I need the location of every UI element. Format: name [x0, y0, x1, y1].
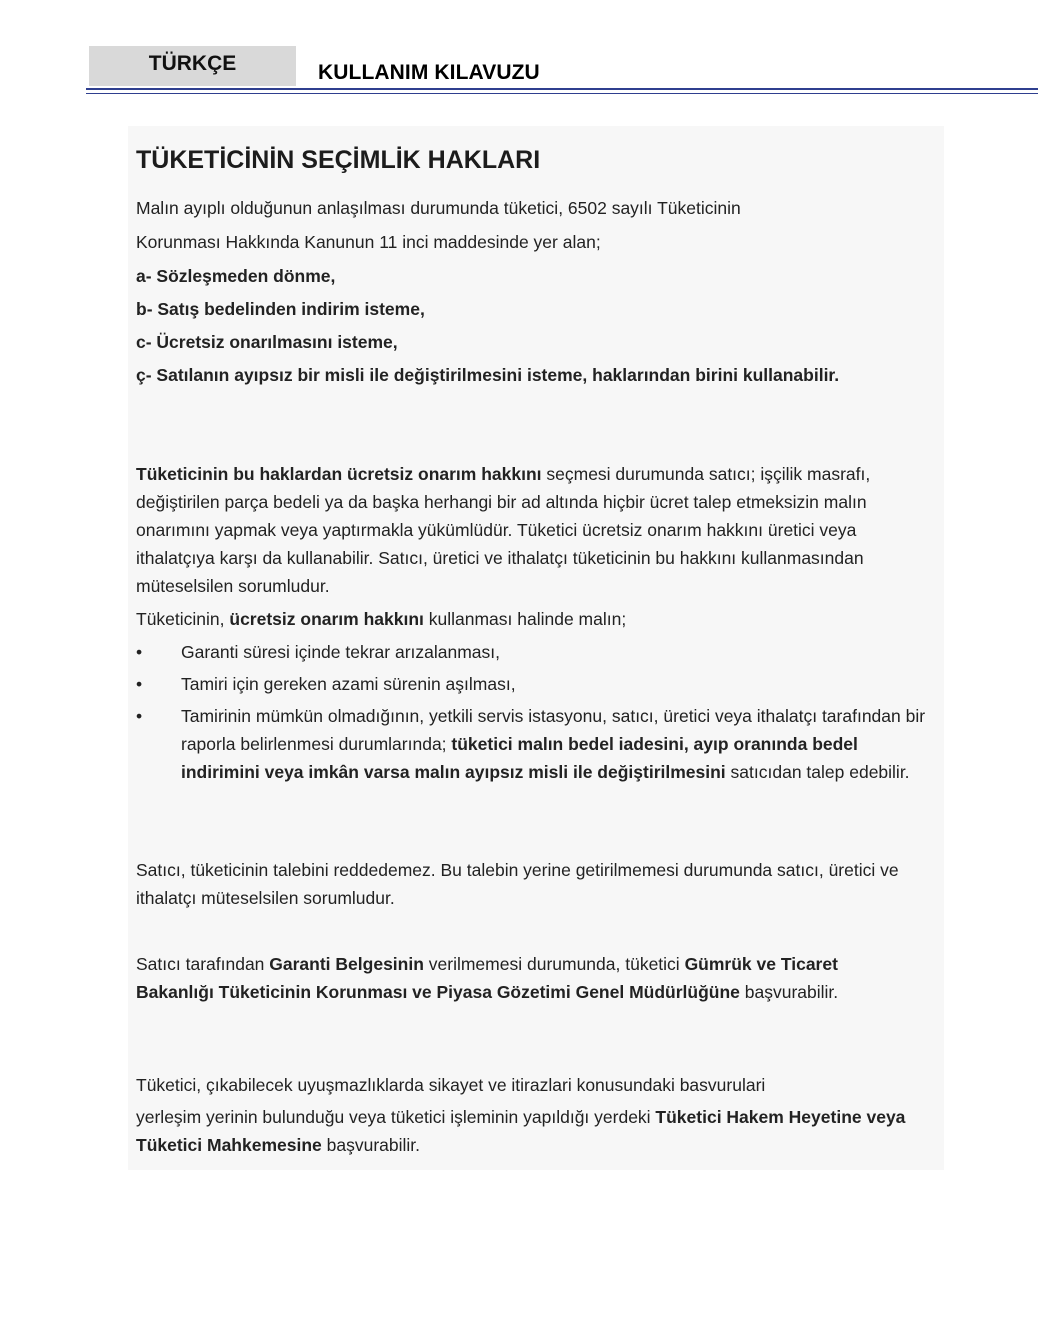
- section-title: TÜKETİCİNİN SEÇİMLİK HAKLARI: [136, 146, 541, 174]
- seller-paragraph: Satıcı, tüketicinin talebini reddedemez. Bu talebin yerine getirilmemesi durumunda satıcı, üretici ve ithalatçı müteselsilen sorumludur.: [136, 860, 899, 908]
- repair-bold-lead: Tüketicinin bu haklardan ücretsiz onarım hakkını: [136, 464, 542, 484]
- bullet-icon: •: [136, 706, 143, 726]
- right-a: a- Sözleşmeden dönme,: [136, 266, 336, 286]
- warranty-mid: verilmemesi durumunda, tüketici: [423, 954, 685, 974]
- intro-line-1: Malın ayıplı olduğunun anlaşılması durumunda tüketici, 6502 sayılı Tüketicinin: [136, 198, 741, 218]
- dispute-line-1: Tüketici, çıkabilecek uyuşmazlıklarda sikayet ve itirazlari konusundaki basvurulari: [136, 1075, 766, 1095]
- dispute-post: başvurabilir.: [321, 1135, 421, 1155]
- dispute-paragraph: [136, 1103, 921, 1159]
- bullet-icon: •: [136, 674, 143, 694]
- right-b: b- Satış bedelinden indirim isteme,: [136, 299, 425, 319]
- header-rule-thin: [86, 93, 1038, 94]
- list-item: [136, 638, 926, 666]
- bullet-text: Garanti süresi içinde tekrar arızalanması,: [181, 642, 501, 662]
- intro-line-2: Korunması Hakkında Kanunun 11 inci maddesinde yer alan;: [136, 232, 601, 252]
- conditions-post: kullanması halinde malın;: [423, 609, 627, 629]
- document-title: KULLANIM KILAVUZU: [318, 61, 540, 84]
- bullet-text: Tamiri için gereken azami sürenin aşılması,: [181, 674, 516, 694]
- warranty-post: başvurabilir.: [739, 982, 839, 1002]
- bullet-bold-text: tüketici malın bedel iadesini, ayıp oranında bedel indirimini veya imkân varsa malın ayıpsız misli ile değiştirilmesini: [181, 734, 858, 782]
- dispute-pre: yerleşim yerinin bulunduğu veya tüketici işleminin yapıldığı yerdeki: [136, 1107, 656, 1127]
- conditions-pre: Tüketicinin,: [136, 609, 230, 629]
- content-panel: [128, 126, 944, 1170]
- conditions-bold: ücretsiz onarım hakkını: [229, 609, 424, 629]
- conditions-list: [136, 638, 926, 790]
- repair-paragraph: [136, 460, 896, 600]
- warranty-paragraph: [136, 950, 916, 1006]
- repair-rest: seçmesi durumunda satıcı; işçilik masrafı, değiştirilen parça bedeli ya da başka herhangi bir ad altında hiçbir ücret talep etmeksizin malın onarımını yapmak veya yaptırmakla yükümlüdür. Tüketici ücretsiz onarım hakkını üretici veya ithalatçıya karşı da kullanabilir. Satıcı, üretici ve ithalatçı tüketicinin bu hakkını kullanmasından müteselsilen sorumludur.: [136, 464, 871, 596]
- list-item: [136, 702, 926, 786]
- language-tab: [89, 46, 296, 86]
- header-rule: [86, 88, 1038, 90]
- bullet-text: Tamirinin mümkün olmadığının, yetkili servis istasyonu, satıcı, üretici veya ithalatçı tarafından bir raporla belirlenmesi durumlarında;: [181, 706, 926, 754]
- language-label: TÜRKÇE: [148, 52, 237, 75]
- right-c-cedilla: ç- Satılanın ayıpsız bir misli ile değiştirilmesini isteme, haklarından birini kullanabilir.: [136, 365, 840, 385]
- right-c: c- Ücretsiz onarılmasını isteme,: [136, 332, 398, 352]
- conditions-intro: [136, 605, 926, 633]
- warranty-bold-2: Gümrük ve Ticaret Bakanlığı Tüketicinin Korunması ve Piyasa Gözetimi Genel Müdürlüğüne: [136, 954, 838, 1002]
- warranty-pre: Satıcı tarafından: [136, 954, 270, 974]
- dispute-bold: Tüketici Hakem Heyetine veya Tüketici Mahkemesine: [136, 1107, 906, 1155]
- list-item: [136, 670, 926, 698]
- bullet-icon: •: [136, 642, 143, 662]
- warranty-bold-1: Garanti Belgesinin: [269, 954, 424, 974]
- bullet-post-text: satıcıdan talep edebilir.: [725, 762, 910, 782]
